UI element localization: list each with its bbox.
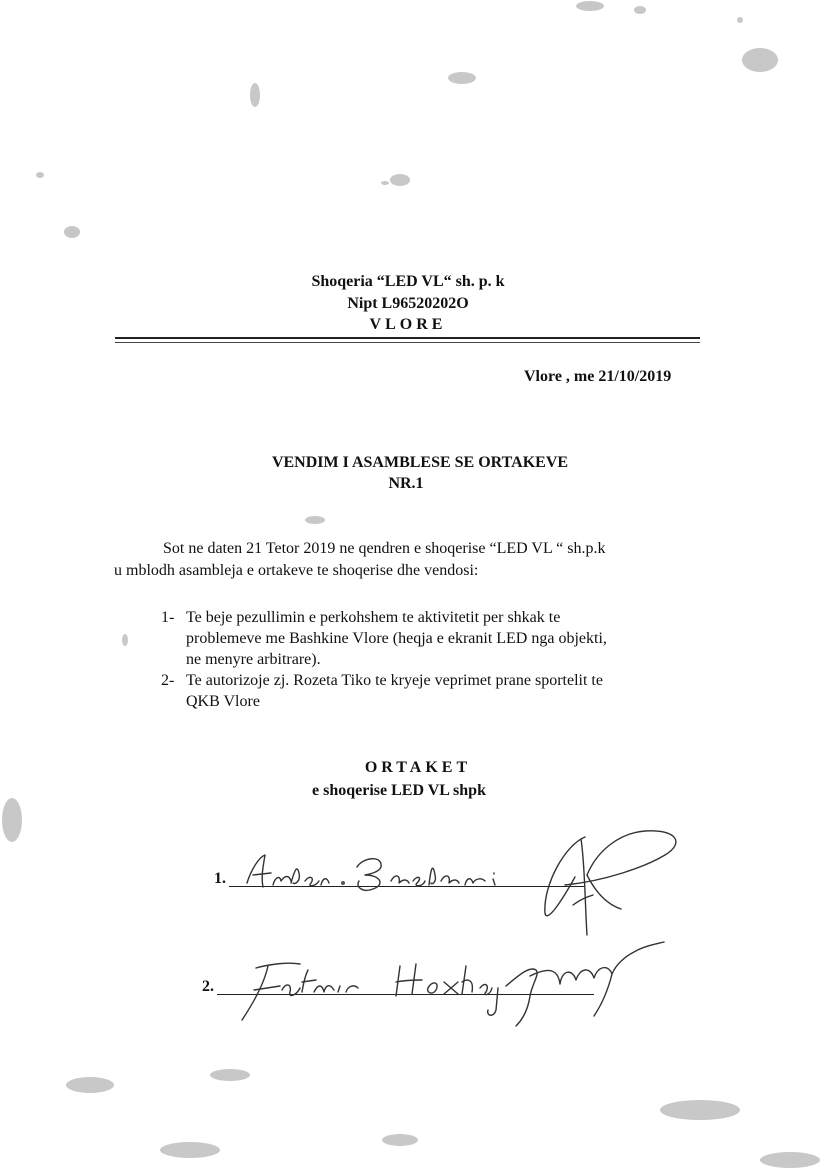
signatures-subtitle: e shoqerise LED VL shpk xyxy=(312,782,486,799)
signature-2-number: 2. xyxy=(202,978,214,995)
company-city: VLORE xyxy=(369,316,447,333)
signatures-title: ORTAKET xyxy=(364,759,472,776)
document-title: VENDIM I ASAMBLESE SE ORTAKEVE xyxy=(271,454,569,471)
place-date: Vlore , me 21/10/2019 xyxy=(524,368,672,385)
decision-1-line-1: Te beje pezullimin e perkohshem te aktivitetit per shkak te xyxy=(186,609,561,626)
header-divider-thin xyxy=(115,342,700,343)
signature-1-handwriting xyxy=(225,815,705,940)
decision-1-line-3: ne menyre arbitrare). xyxy=(186,651,321,668)
document-number: NR.1 xyxy=(388,475,424,492)
signature-2-handwriting xyxy=(230,930,670,1030)
intro-line-1: Sot ne daten 21 Tetor 2019 ne qendren e shoqerise “LED VL “ sh.p.k xyxy=(163,540,606,557)
decision-2-line-1: Te autorizoje zj. Rozeta Tiko te kryeje veprimet prane sportelit te xyxy=(186,672,603,689)
decision-1-line-2: problemeve me Bashkine Vlore (heqja e ekranit LED nga objekti, xyxy=(186,630,607,647)
decision-2-number: 2- xyxy=(161,672,175,689)
company-nipt: Nipt L96520202O xyxy=(347,295,469,312)
signature-1-number: 1. xyxy=(214,870,226,887)
company-name: Shoqeria “LED VL“ sh. p. k xyxy=(311,273,505,290)
decision-2-line-2: QKB Vlore xyxy=(186,693,260,710)
decision-1-number: 1- xyxy=(161,609,175,626)
header-divider xyxy=(115,337,700,339)
intro-line-2: u mblodh asambleja e ortakeve te shoqerise dhe vendosi: xyxy=(114,562,479,579)
